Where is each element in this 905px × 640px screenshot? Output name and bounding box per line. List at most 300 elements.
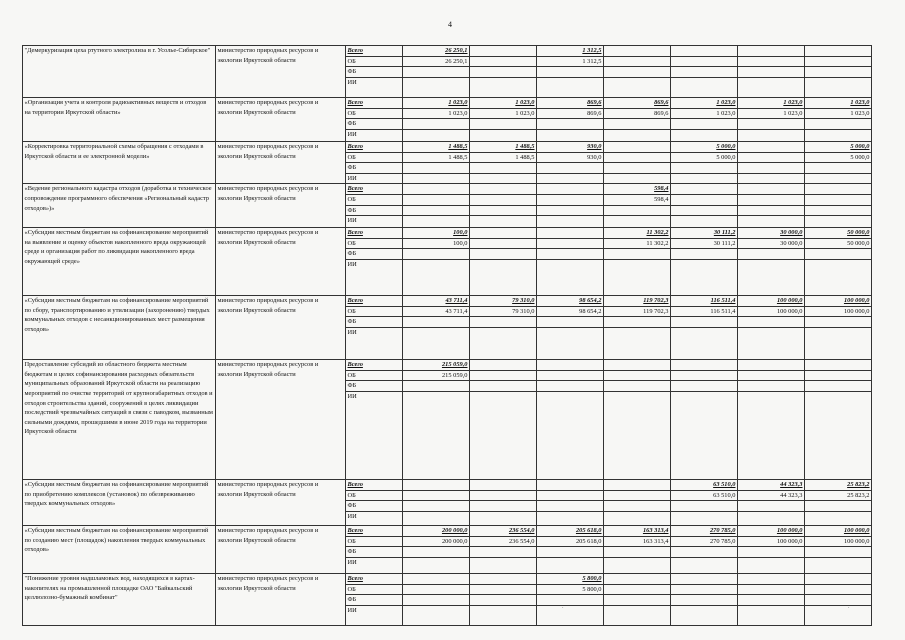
amount-cell <box>470 46 537 57</box>
amount-cell: 205 618,0 <box>537 536 604 547</box>
amount-cell: 44 323,3 <box>738 490 805 501</box>
amount-cell: 26 250,1 <box>403 56 470 67</box>
responsible-organization: министерство природных ресурсов и экологии Иркутской области <box>216 574 346 626</box>
amount-cell: 1 488,5 <box>403 152 470 163</box>
amount-cell <box>805 129 872 141</box>
amount-cell: 869,6 <box>537 97 604 108</box>
amount-cell: 116 511,4 <box>671 296 738 307</box>
funding-source: ОБ <box>346 536 403 547</box>
funding-source: ФБ <box>346 119 403 130</box>
amount-cell: 63 510,0 <box>671 490 738 501</box>
amount-cell <box>738 119 805 130</box>
activity-description: «Субсидии местным бюджетам на софинансирование мероприятий по сбору, транспортированию и утилизации (захоронению) твердых коммунальных отходов с несанкционированных мест размещения отходов» <box>23 296 216 360</box>
amount-cell: 236 554,0 <box>470 536 537 547</box>
amount-cell <box>403 216 470 228</box>
amount-cell <box>537 249 604 260</box>
amount-cell: 1 023,0 <box>738 97 805 108</box>
amount-cell <box>604 173 671 184</box>
amount-cell <box>470 480 537 491</box>
amount-cell: 100 000,0 <box>738 536 805 547</box>
amount-cell <box>604 67 671 78</box>
amount-cell <box>470 216 537 228</box>
amount-cell: 1 023,0 <box>805 97 872 108</box>
amount-cell <box>537 77 604 97</box>
funding-source: ФБ <box>346 381 403 392</box>
amount-cell <box>604 480 671 491</box>
amount-cell <box>537 392 604 480</box>
amount-cell <box>671 574 738 585</box>
amount-cell <box>805 77 872 97</box>
amount-cell <box>604 119 671 130</box>
amount-cell <box>470 238 537 249</box>
amount-cell <box>470 173 537 184</box>
amount-cell <box>604 249 671 260</box>
amount-cell: 5 800,0 <box>537 574 604 585</box>
amount-cell: 1 023,0 <box>470 97 537 108</box>
table-row <box>23 141 872 152</box>
amount-cell <box>738 141 805 152</box>
amount-cell: 1 312,5 <box>537 56 604 67</box>
amount-cell: 270 785,0 <box>671 526 738 537</box>
amount-cell <box>604 595 671 606</box>
amount-cell <box>537 216 604 228</box>
funding-source: ОБ <box>346 490 403 501</box>
amount-cell <box>604 584 671 595</box>
amount-cell: 869,6 <box>537 108 604 119</box>
amount-cell <box>671 249 738 260</box>
responsible-organization: министерство природных ресурсов и экологии Иркутской области <box>216 296 346 360</box>
funding-source: ОБ <box>346 152 403 163</box>
amount-cell <box>738 67 805 78</box>
amount-cell <box>403 328 470 360</box>
amount-cell <box>738 77 805 97</box>
amount-cell <box>470 249 537 260</box>
amount-cell <box>805 173 872 184</box>
amount-cell <box>805 381 872 392</box>
amount-cell: 5 000,0 <box>671 152 738 163</box>
amount-cell <box>738 605 805 625</box>
amount-cell: 79 310,0 <box>470 306 537 317</box>
funding-source: ФБ <box>346 163 403 174</box>
amount-cell <box>805 249 872 260</box>
amount-cell: 1 023,0 <box>738 108 805 119</box>
amount-cell <box>805 119 872 130</box>
amount-cell <box>537 511 604 525</box>
amount-cell <box>738 392 805 480</box>
amount-cell <box>738 216 805 228</box>
amount-cell <box>537 173 604 184</box>
amount-cell: 30 000,0 <box>738 238 805 249</box>
amount-cell <box>738 173 805 184</box>
amount-cell <box>470 392 537 480</box>
responsible-organization: министерство природных ресурсов и экологии Иркутской области <box>216 46 346 98</box>
amount-cell: 63 510,0 <box>671 480 738 491</box>
funding-source: ИИ <box>346 511 403 525</box>
amount-cell <box>403 163 470 174</box>
amount-cell <box>805 56 872 67</box>
amount-cell <box>470 381 537 392</box>
amount-cell: 116 511,4 <box>671 306 738 317</box>
amount-cell: 236 554,0 <box>470 526 537 537</box>
amount-cell <box>403 595 470 606</box>
amount-cell <box>537 184 604 195</box>
amount-cell <box>805 370 872 381</box>
amount-cell: 1 023,0 <box>671 97 738 108</box>
amount-cell <box>738 260 805 296</box>
amount-cell <box>604 490 671 501</box>
amount-cell <box>604 216 671 228</box>
funding-source: ФБ <box>346 501 403 512</box>
table-row <box>23 228 872 239</box>
table-row <box>23 360 872 371</box>
amount-cell <box>671 46 738 57</box>
funding-source: ФБ <box>346 67 403 78</box>
amount-cell <box>470 56 537 67</box>
activity-description: «Субсидии местным бюджетам на софинансирование мероприятий по приобретению комплексов (установок) по обезвреживанию твердых коммунальных отходов» <box>23 480 216 526</box>
amount-cell: 100,0 <box>403 238 470 249</box>
amount-cell <box>537 501 604 512</box>
amount-cell <box>671 119 738 130</box>
activity-description: «Ведение регионального кадастра отходов (доработка и техническое сопровождение программного обеспечения «Региональный кадастр отходов»)» <box>23 184 216 228</box>
amount-cell <box>470 595 537 606</box>
amount-cell <box>537 228 604 239</box>
amount-cell <box>671 605 738 625</box>
funding-source: ИИ <box>346 392 403 480</box>
funding-source: ОБ <box>346 306 403 317</box>
funding-source: Всего <box>346 296 403 307</box>
amount-cell <box>470 129 537 141</box>
amount-cell <box>671 317 738 328</box>
amount-cell <box>403 249 470 260</box>
amount-cell: 100 000,0 <box>738 296 805 307</box>
amount-cell: 163 313,4 <box>604 526 671 537</box>
funding-source: ФБ <box>346 547 403 558</box>
amount-cell <box>470 360 537 371</box>
amount-cell: 5 000,0 <box>671 141 738 152</box>
amount-cell: 26 250,1 <box>403 46 470 57</box>
amount-cell <box>403 260 470 296</box>
funding-source: ОБ <box>346 194 403 205</box>
amount-cell <box>604 360 671 371</box>
amount-cell: 50 000,0 <box>805 238 872 249</box>
amount-cell <box>470 317 537 328</box>
amount-cell: 215 059,0 <box>403 360 470 371</box>
amount-cell: 869,6 <box>604 97 671 108</box>
amount-cell: 930,0 <box>537 141 604 152</box>
amount-cell <box>604 260 671 296</box>
amount-cell <box>671 557 738 573</box>
amount-cell <box>805 67 872 78</box>
funding-source: Всего <box>346 480 403 491</box>
amount-cell <box>738 163 805 174</box>
footer-mark: . <box>848 604 850 610</box>
funding-source: ФБ <box>346 249 403 260</box>
funding-source: ФБ <box>346 317 403 328</box>
amount-cell <box>671 260 738 296</box>
amount-cell <box>537 595 604 606</box>
amount-cell <box>671 184 738 195</box>
amount-cell <box>738 328 805 360</box>
amount-cell <box>805 360 872 371</box>
amount-cell <box>537 194 604 205</box>
amount-cell: 100 000,0 <box>805 306 872 317</box>
amount-cell <box>537 360 604 371</box>
amount-cell <box>671 501 738 512</box>
responsible-organization: министерство природных ресурсов и экологии Иркутской области <box>216 526 346 574</box>
amount-cell <box>470 511 537 525</box>
amount-cell: 30 111,2 <box>671 228 738 239</box>
amount-cell <box>470 205 537 216</box>
funding-source: ИИ <box>346 557 403 573</box>
funding-source: Всего <box>346 360 403 371</box>
amount-cell: 1 023,0 <box>470 108 537 119</box>
amount-cell: 1 023,0 <box>805 108 872 119</box>
amount-cell <box>604 574 671 585</box>
amount-cell: 30 111,2 <box>671 238 738 249</box>
amount-cell: 100 000,0 <box>805 296 872 307</box>
amount-cell: 98 654,2 <box>537 306 604 317</box>
amount-cell <box>403 194 470 205</box>
activity-description: Предоставление субсидий из областного бюджета местным бюджетам в целях софинансирования расходных обязательств муниципальных образований Иркутской области на реализацию мероприятий по очистке территорий от крупногабаритных отходов и отходов строительства зданий, сооружений в целях ликвидации последствий чрезвычайных ситуаций в связи с паводком, вызванным сильными дождями, прошедшими в июне 2019 года на территории Иркутской области <box>23 360 216 480</box>
amount-cell: 1 023,0 <box>403 97 470 108</box>
amount-cell <box>805 511 872 525</box>
amount-cell <box>805 46 872 57</box>
amount-cell <box>671 77 738 97</box>
amount-cell <box>671 163 738 174</box>
amount-cell <box>403 317 470 328</box>
amount-cell: 5 000,0 <box>805 152 872 163</box>
table-row <box>23 184 872 195</box>
amount-cell <box>470 260 537 296</box>
amount-cell <box>805 163 872 174</box>
amount-cell <box>738 317 805 328</box>
funding-source: Всего <box>346 97 403 108</box>
amount-cell <box>537 557 604 573</box>
amount-cell <box>604 77 671 97</box>
amount-cell <box>671 595 738 606</box>
amount-cell <box>738 184 805 195</box>
amount-cell <box>470 184 537 195</box>
funding-source: ИИ <box>346 328 403 360</box>
amount-cell <box>403 205 470 216</box>
amount-cell <box>403 547 470 558</box>
activity-description: «Субсидии местным бюджетам на софинансирование мероприятий по созданию мест (площадок) накопления твердых коммунальных отходов» <box>23 526 216 574</box>
amount-cell <box>671 392 738 480</box>
amount-cell: 79 310,0 <box>470 296 537 307</box>
amount-cell: 100 000,0 <box>738 526 805 537</box>
amount-cell: 50 000,0 <box>805 228 872 239</box>
amount-cell <box>738 547 805 558</box>
amount-cell: 25 823,2 <box>805 490 872 501</box>
amount-cell <box>671 328 738 360</box>
amount-cell <box>671 129 738 141</box>
funding-source: Всего <box>346 141 403 152</box>
amount-cell <box>671 511 738 525</box>
footer-mark: . <box>562 604 564 610</box>
funding-source: ИИ <box>346 77 403 97</box>
amount-cell <box>738 152 805 163</box>
responsible-organization: министерство природных ресурсов и экологии Иркутской области <box>216 480 346 526</box>
amount-cell <box>403 184 470 195</box>
table-row <box>23 46 872 57</box>
amount-cell: 200 000,0 <box>403 536 470 547</box>
amount-cell <box>537 490 604 501</box>
funding-source: Всего <box>346 184 403 195</box>
amount-cell: 930,0 <box>537 152 604 163</box>
amount-cell <box>470 163 537 174</box>
activity-description: "Понижение уровня надшламовых вод, находящихся в картах-накопителях на промышленной площадке ОАО "Байкальский целлюлозно-бумажный комбинат" <box>23 574 216 626</box>
amount-cell <box>403 490 470 501</box>
amount-cell <box>537 317 604 328</box>
funding-source: ФБ <box>346 595 403 606</box>
funding-source: ФБ <box>346 205 403 216</box>
amount-cell <box>604 317 671 328</box>
funding-source: ИИ <box>346 129 403 141</box>
amount-cell <box>470 119 537 130</box>
amount-cell: 200 000,0 <box>403 526 470 537</box>
amount-cell: 215 059,0 <box>403 370 470 381</box>
amount-cell <box>604 501 671 512</box>
amount-cell: 1 488,5 <box>470 152 537 163</box>
amount-cell <box>470 584 537 595</box>
amount-cell <box>738 56 805 67</box>
table-row <box>23 296 872 307</box>
amount-cell <box>805 205 872 216</box>
amount-cell: 119 702,3 <box>604 306 671 317</box>
amount-cell: 1 488,5 <box>470 141 537 152</box>
amount-cell <box>403 480 470 491</box>
amount-cell <box>738 584 805 595</box>
amount-cell: 43 711,4 <box>403 296 470 307</box>
funding-source: ОБ <box>346 584 403 595</box>
amount-cell: 11 302,2 <box>604 238 671 249</box>
activity-description: «Организация учета и контроля радиоактивных веществ и отходов на территории Иркутской области» <box>23 97 216 141</box>
amount-cell <box>738 501 805 512</box>
amount-cell: 1 023,0 <box>671 108 738 119</box>
amount-cell: 98 654,2 <box>537 296 604 307</box>
amount-cell <box>805 317 872 328</box>
table-row <box>23 480 872 491</box>
amount-cell <box>604 163 671 174</box>
responsible-organization: министерство природных ресурсов и экологии Иркутской области <box>216 360 346 480</box>
amount-cell <box>604 392 671 480</box>
funding-source: ОБ <box>346 108 403 119</box>
amount-cell <box>805 216 872 228</box>
amount-cell <box>470 194 537 205</box>
activity-description: "Демеркуризация цеха ртутного электролиза в г. Усолье-Сибирское" <box>23 46 216 98</box>
amount-cell <box>470 490 537 501</box>
amount-cell: 1 312,5 <box>537 46 604 57</box>
amount-cell <box>403 381 470 392</box>
amount-cell <box>738 194 805 205</box>
amount-cell <box>738 574 805 585</box>
table-row <box>23 97 872 108</box>
amount-cell <box>671 360 738 371</box>
amount-cell: 43 711,4 <box>403 306 470 317</box>
amount-cell <box>805 584 872 595</box>
amount-cell <box>470 557 537 573</box>
amount-cell <box>403 511 470 525</box>
amount-cell <box>805 328 872 360</box>
amount-cell <box>738 46 805 57</box>
amount-cell <box>537 205 604 216</box>
responsible-organization: министерство природных ресурсов и экологии Иркутской области <box>216 97 346 141</box>
amount-cell <box>604 557 671 573</box>
amount-cell <box>738 557 805 573</box>
amount-cell <box>403 119 470 130</box>
amount-cell <box>671 56 738 67</box>
amount-cell <box>537 238 604 249</box>
amount-cell <box>470 77 537 97</box>
amount-cell <box>805 501 872 512</box>
amount-cell <box>403 557 470 573</box>
amount-cell <box>805 574 872 585</box>
amount-cell: 44 323,3 <box>738 480 805 491</box>
amount-cell <box>403 77 470 97</box>
amount-cell: 1 488,5 <box>403 141 470 152</box>
funding-source: ОБ <box>346 370 403 381</box>
amount-cell <box>805 547 872 558</box>
responsible-organization: министерство природных ресурсов и экологии Иркутской области <box>216 228 346 296</box>
amount-cell <box>604 141 671 152</box>
amount-cell <box>537 547 604 558</box>
amount-cell <box>604 46 671 57</box>
amount-cell <box>470 67 537 78</box>
amount-cell <box>470 605 537 625</box>
amount-cell: 100,0 <box>403 228 470 239</box>
funding-source: Всего <box>346 46 403 57</box>
amount-cell <box>403 129 470 141</box>
amount-cell <box>403 173 470 184</box>
amount-cell <box>537 129 604 141</box>
funding-source: Всего <box>346 526 403 537</box>
amount-cell <box>537 119 604 130</box>
amount-cell <box>537 260 604 296</box>
amount-cell: 869,6 <box>604 108 671 119</box>
amount-cell <box>805 184 872 195</box>
amount-cell <box>738 360 805 371</box>
amount-cell: 163 313,4 <box>604 536 671 547</box>
funding-source: ИИ <box>346 173 403 184</box>
amount-cell <box>470 228 537 239</box>
amount-cell <box>671 370 738 381</box>
funding-source: ИИ <box>346 260 403 296</box>
amount-cell <box>537 163 604 174</box>
amount-cell: 100 000,0 <box>805 536 872 547</box>
amount-cell <box>403 584 470 595</box>
amount-cell <box>738 381 805 392</box>
amount-cell <box>805 392 872 480</box>
amount-cell <box>604 328 671 360</box>
amount-cell: 100 000,0 <box>738 306 805 317</box>
amount-cell <box>671 205 738 216</box>
amount-cell <box>537 381 604 392</box>
amount-cell <box>470 501 537 512</box>
amount-cell <box>738 511 805 525</box>
amount-cell: 25 823,2 <box>805 480 872 491</box>
amount-cell <box>604 605 671 625</box>
amount-cell: 1 023,0 <box>403 108 470 119</box>
amount-cell <box>403 574 470 585</box>
amount-cell: 119 702,3 <box>604 296 671 307</box>
amount-cell <box>738 249 805 260</box>
amount-cell <box>604 370 671 381</box>
amount-cell <box>805 605 872 625</box>
amount-cell <box>671 381 738 392</box>
responsible-organization: министерство природных ресурсов и экологии Иркутской области <box>216 184 346 228</box>
amount-cell <box>470 328 537 360</box>
amount-cell <box>537 370 604 381</box>
